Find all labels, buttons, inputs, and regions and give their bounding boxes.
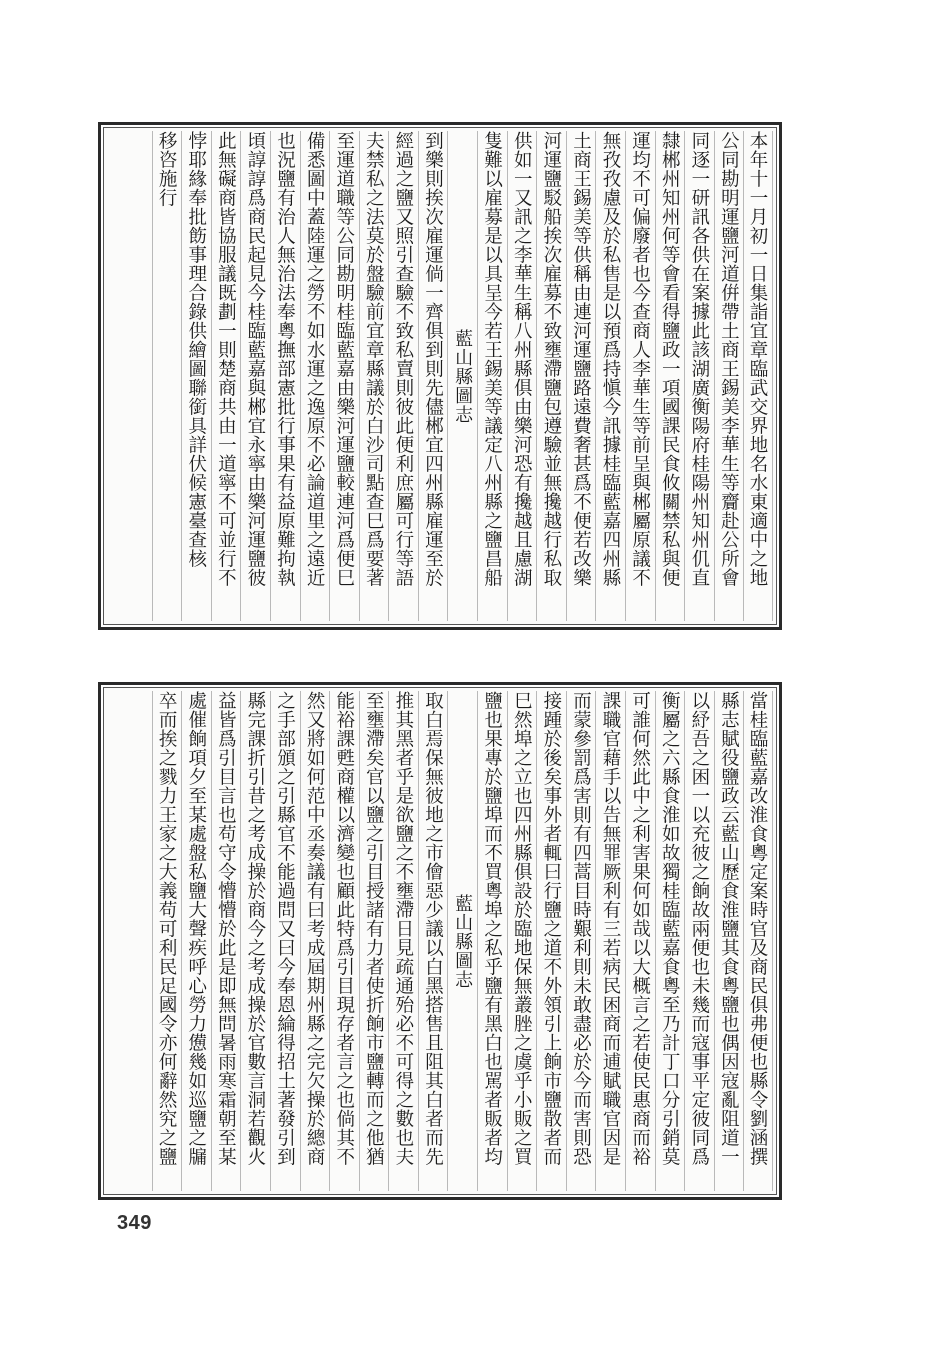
text-column: 之手部頒之引縣官不能過問又曰今奉恩綸得招土著發引到 xyxy=(270,691,300,1191)
text-column: 隸郴州知州何等會看得鹽政一項國課民食攸關禁私與便 xyxy=(655,131,685,621)
text-column: 移咨施行 xyxy=(152,131,182,621)
text-column: 處催餉項夕至某處盤私鹽大聲疾呼心勞力憊幾如巡鹽之牖 xyxy=(181,691,211,1191)
text-column: 當桂臨藍嘉改淮食粵定案時官及商民俱弗便也縣令劉涵撰 xyxy=(743,691,773,1191)
text-column: 可誰何然此中之利害果何如哉以大概言之若使民惠商而裕 xyxy=(625,691,655,1191)
upper-text-columns xyxy=(107,131,773,621)
upper-book-page xyxy=(98,122,782,630)
text-column: 以紓吾之困一以充彼之餉故兩便也未幾而寇事平定彼同爲 xyxy=(684,691,714,1191)
text-column: 至壅滯矣官以鹽之引目授諸有力者使折餉市鹽轉而之他猶 xyxy=(359,691,389,1191)
text-column: 經過之鹽又照引查驗不致私賣則彼此便利庶屬可行等語 xyxy=(388,131,418,621)
text-column: 悖耶緣奉批飭事理合錄供繪圖聯銜具詳伏候憲臺查核 xyxy=(181,131,211,621)
text-column: 益皆爲引目言也苟守令懵懵於此是即無問暑雨寒霜朝至某 xyxy=(211,691,241,1191)
text-column: 供如一又訊之李華生稱八州縣俱由樂河恐有攙越且慮湖 xyxy=(507,131,537,621)
fold-heading xyxy=(447,691,477,1191)
lower-text-columns xyxy=(107,691,773,1191)
text-column: 縣完課折引昔之考成操於商今之考成操於官數言洞若觀火 xyxy=(240,691,270,1191)
text-column: 運均不可偏廢者也今查商人李華生等前呈與郴屬原議不 xyxy=(625,131,655,621)
text-column: 此無礙商皆協服議既劃一則楚商共由一道寧不可並行不 xyxy=(211,131,241,621)
text-column: 頃諄諄爲商民起見今桂臨藍嘉與郴宜永寧由樂河運鹽彼 xyxy=(240,131,270,621)
text-column: 至運道職等公同勘明桂臨藍嘉由樂河運鹽較連河爲便巳 xyxy=(329,131,359,621)
text-column: 河運鹽駁船挨次雇募不致壅滯鹽包遵驗並無攙越行私取 xyxy=(536,131,566,621)
text-column: 能裕課甦商權以濟變也顧此特爲引目現存者言之也倘其不 xyxy=(329,691,359,1191)
text-column: 也況鹽有治人無治法奉粵撫部憲批行事果有益原難拘執 xyxy=(270,131,300,621)
text-column: 鹽也果專於鹽埠而不買粵埠之私乎鹽有黑白也駡者販者均 xyxy=(477,691,507,1191)
text-column: 本年十一月初一日集詣宜章臨武交界地名水東適中之地 xyxy=(743,131,773,621)
fold-heading xyxy=(447,131,477,621)
text-column: 而蒙參罰爲害則有四蒿目時艱利則未敢盡必於今而害則恐 xyxy=(566,691,596,1191)
lower-book-page xyxy=(98,682,782,1200)
text-column: 取白焉保無彼地之市儈惡少議以白黑搭售且阻其白者而先 xyxy=(418,691,448,1191)
text-column: 衡屬之六縣食淮如故獨桂臨藍嘉食粵至乃計丁口分引銷莫 xyxy=(655,691,685,1191)
fold-bracket-icon xyxy=(447,934,448,949)
text-column: 到樂則挨次雇運倘一齊俱到則先儘郴宜四州縣雇運至於 xyxy=(418,131,448,621)
fold-title: 藍山縣圖志 xyxy=(452,893,474,989)
text-column: 推其黑者乎是欲鹽之不壅滯日見疏通殆必不可得之數也夫 xyxy=(388,691,418,1191)
text-column: 縣志賦役鹽政云藍山歷食淮鹽其食粵鹽也偶因寇亂阻道一 xyxy=(714,691,744,1191)
text-column: 公同勘明運鹽河道倂帶土商王錫美李華生等齎赴公所會 xyxy=(714,131,744,621)
text-column: 接踵於後矣事外者輒曰行鹽之道不外領引上餉市鹽散者而 xyxy=(536,691,566,1191)
text-column: 課職官藉手以告無罪厥利有三若病民困商而逋賦職官因是 xyxy=(595,691,625,1191)
text-column: 然又將如何范中丞奏議有曰考成屆期州縣之完欠操於總商 xyxy=(300,691,330,1191)
text-column: 無孜孜慮及於私售是以預爲持愼今訊據桂臨藍嘉四州縣 xyxy=(595,131,625,621)
text-column: 同逐一研訊各供在案據此該湖廣衡陽府桂陽州知州仉直 xyxy=(684,131,714,621)
text-column: 夫禁私之法莫於盤驗前宜章縣議於白沙司點查巳爲要著 xyxy=(359,131,389,621)
text-column: 土商王錫美等供稱由連河運鹽路遠費奢甚爲不便若改樂 xyxy=(566,131,596,621)
fold-title: 藍山縣圖志 xyxy=(452,328,474,424)
text-column: 備悉圖中蓋陸運之勞不如水運之逸原不必論道里之遠近 xyxy=(300,131,330,621)
fold-bracket-icon xyxy=(447,369,448,384)
text-column: 卒而挨之戮力王家之大義苟可利民足國令亦何辭然究之鹽 xyxy=(152,691,182,1191)
text-column: 隻難以雇募是以具呈今若王錫美等議定八州縣之鹽昌船 xyxy=(477,131,507,621)
text-column: 巳然埠之立也四州縣俱設於臨地保無叢脞之虞乎小販之買 xyxy=(507,691,537,1191)
book-page-number: 349 xyxy=(117,1212,152,1234)
